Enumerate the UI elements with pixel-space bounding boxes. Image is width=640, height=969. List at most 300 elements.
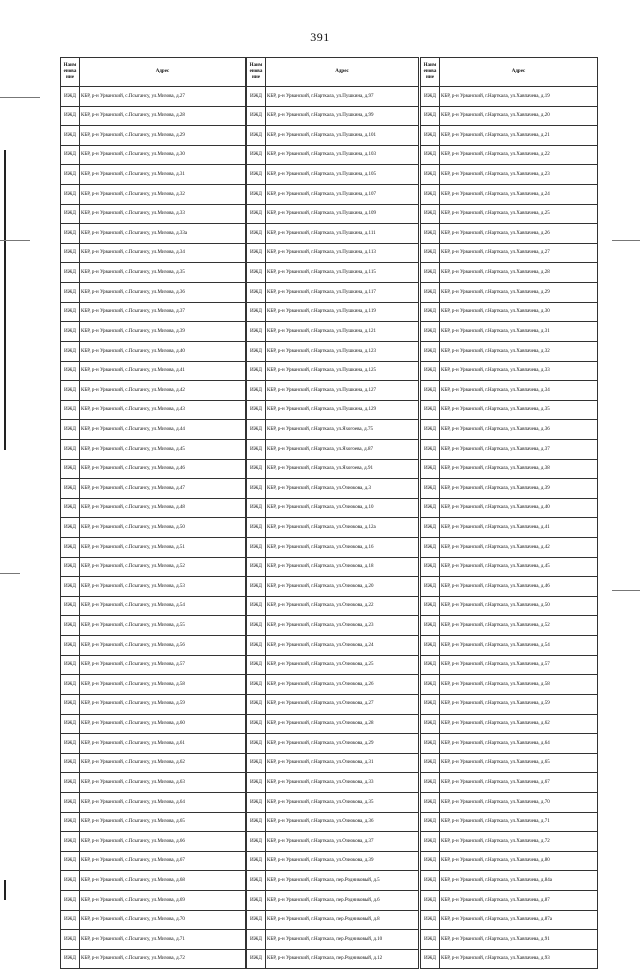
cell-address: КБР, р-н Урванский, г.Нарткала, ул.Пушкина, д.99	[266, 106, 419, 126]
cell-type: ИЖД	[247, 263, 266, 283]
cell-address: КБР, р-н Урванский, с.Псыгансу, ул.Мизова, д.59	[80, 694, 246, 714]
table-row	[421, 479, 598, 499]
cell-address: КБР, р-н Урванский, г.Нарткала, ул.Хавпачева, д.52	[440, 616, 598, 636]
table-row	[61, 655, 246, 675]
cell-type: ИЖД	[247, 910, 266, 930]
table-row	[247, 283, 419, 303]
table-middle	[246, 57, 419, 969]
table-row	[247, 479, 419, 499]
table-right-wrapper	[420, 57, 598, 969]
cell-type: ИЖД	[421, 851, 440, 871]
cell-address: КБР, р-н Урванский, г.Нарткала, ул.Озиокова, д.23	[266, 616, 419, 636]
table-left-wrapper	[60, 57, 246, 969]
cell-type: ИЖД	[421, 479, 440, 499]
table-row	[247, 204, 419, 224]
cell-address: КБР, р-н Урванский, г.Нарткала, ул.Хавпачева, д.57	[440, 655, 598, 675]
table-row	[247, 439, 419, 459]
cell-type: ИЖД	[421, 263, 440, 283]
cell-address: КБР, р-н Урванский, г.Нарткала, пер.Родниковый, д.5	[266, 871, 419, 891]
cell-type: ИЖД	[247, 636, 266, 656]
cell-type: ИЖД	[247, 753, 266, 773]
cell-type: ИЖД	[421, 655, 440, 675]
cell-address: КБР, р-н Урванский, г.Нарткала, ул.Хавпачева, д.22	[440, 145, 598, 165]
table-row	[247, 224, 419, 244]
cell-type: ИЖД	[247, 518, 266, 538]
cell-address: КБР, р-н Урванский, г.Нарткала, ул.Хавпачева, д.32	[440, 341, 598, 361]
cell-address: КБР, р-н Урванский, г.Нарткала, ул.Хавпачева, д.31	[440, 322, 598, 342]
cell-address: КБР, р-н Урванский, с.Псыгансу, ул.Мизова, д.50	[80, 518, 246, 538]
cell-address: КБР, р-н Урванский, г.Нарткала, ул.Озиокова, д.28	[266, 714, 419, 734]
cell-address: КБР, р-н Урванский, с.Псыгансу, ул.Мизова, д.32	[80, 185, 246, 205]
cell-address: КБР, р-н Урванский, с.Псыгансу, ул.Мизова, д.33а	[80, 224, 246, 244]
table-row	[247, 596, 419, 616]
cell-address: КБР, р-н Урванский, г.Нарткала, ул.Озиокова, д.22	[266, 596, 419, 616]
cell-type: ИЖД	[247, 871, 266, 891]
header-address: Адрес	[440, 58, 598, 87]
cell-type: ИЖД	[421, 871, 440, 891]
cell-address: КБР, р-н Урванский, г.Нарткала, ул.Хавпачева, д.54	[440, 636, 598, 656]
cell-address: КБР, р-н Урванский, г.Нарткала, ул.Хавпачева, д.42	[440, 538, 598, 558]
cell-type: ИЖД	[247, 949, 266, 969]
table-row	[247, 263, 419, 283]
cell-address: КБР, р-н Урванский, г.Нарткала, ул.Хавпачева, д.87	[440, 890, 598, 910]
cell-address: КБР, р-н Урванский, с.Псыгансу, ул.Мизова, д.64	[80, 792, 246, 812]
table-row	[247, 871, 419, 891]
table-row	[247, 341, 419, 361]
table-row	[421, 263, 598, 283]
cell-address: КБР, р-н Урванский, г.Нарткала, пер.Родниковый, д.12	[266, 949, 419, 969]
cell-address: КБР, р-н Урванский, с.Псыгансу, ул.Мизова, д.30	[80, 145, 246, 165]
cell-address: КБР, р-н Урванский, с.Псыгансу, ул.Мизова, д.68	[80, 871, 246, 891]
cell-type: ИЖД	[61, 773, 80, 793]
cell-type: ИЖД	[247, 675, 266, 695]
scan-mark-left-2	[0, 240, 30, 241]
table-row	[61, 498, 246, 518]
cell-type: ИЖД	[61, 577, 80, 597]
cell-type: ИЖД	[247, 557, 266, 577]
cell-type: ИЖД	[421, 145, 440, 165]
table-row	[247, 636, 419, 656]
cell-type: ИЖД	[61, 734, 80, 754]
table-row	[421, 930, 598, 950]
table-row	[247, 498, 419, 518]
cell-type: ИЖД	[61, 361, 80, 381]
cell-address: КБР, р-н Урванский, г.Нарткала, ул.Хавпачева, д.34	[440, 381, 598, 401]
table-row	[247, 126, 419, 146]
cell-address: КБР, р-н Урванский, с.Псыгансу, ул.Мизова, д.44	[80, 420, 246, 440]
cell-address: КБР, р-н Урванский, г.Нарткала, ул.Хавпачева, д.87а	[440, 910, 598, 930]
cell-type: ИЖД	[247, 165, 266, 185]
cell-address: КБР, р-н Урванский, г.Нарткала, ул.Хавпачева, д.91	[440, 930, 598, 950]
table-row	[61, 400, 246, 420]
table-middle-body	[247, 87, 419, 969]
table-row	[247, 538, 419, 558]
cell-type: ИЖД	[61, 557, 80, 577]
cell-address: КБР, р-н Урванский, с.Псыгансу, ул.Мизова, д.58	[80, 675, 246, 695]
table-row	[61, 773, 246, 793]
table-row	[421, 773, 598, 793]
table-row	[61, 734, 246, 754]
table-row	[61, 714, 246, 734]
cell-address: КБР, р-н Урванский, г.Нарткала, ул.Хавпачева, д.35	[440, 400, 598, 420]
table-row	[61, 538, 246, 558]
cell-type: ИЖД	[61, 302, 80, 322]
cell-address: КБР, р-н Урванский, с.Псыгансу, ул.Мизова, д.42	[80, 381, 246, 401]
cell-address: КБР, р-н Урванский, г.Нарткала, ул.Озиокова, д.37	[266, 832, 419, 852]
cell-type: ИЖД	[61, 145, 80, 165]
table-row	[247, 302, 419, 322]
cell-address: КБР, р-н Урванский, г.Нарткала, ул.Пушкина, д.125	[266, 361, 419, 381]
table-row	[247, 734, 419, 754]
cell-type: ИЖД	[61, 459, 80, 479]
cell-address: КБР, р-н Урванский, г.Нарткала, ул.Яхогоева, д.75	[266, 420, 419, 440]
table-row	[421, 87, 598, 107]
cell-address: КБР, р-н Урванский, г.Нарткала, ул.Пушкина, д.129	[266, 400, 419, 420]
table-row	[247, 930, 419, 950]
table-row	[247, 243, 419, 263]
cell-address: КБР, р-н Урванский, с.Псыгансу, ул.Мизова, д.37	[80, 302, 246, 322]
cell-type: ИЖД	[61, 753, 80, 773]
cell-address: КБР, р-н Урванский, г.Нарткала, ул.Хавпачева, д.40	[440, 498, 598, 518]
cell-type: ИЖД	[61, 636, 80, 656]
cell-address: КБР, р-н Урванский, г.Нарткала, ул.Пушкина, д.123	[266, 341, 419, 361]
cell-address: КБР, р-н Урванский, г.Нарткала, ул.Хавпачева, д.84а	[440, 871, 598, 891]
table-row	[421, 577, 598, 597]
cell-type: ИЖД	[247, 283, 266, 303]
scan-mark-left-3	[0, 573, 20, 574]
cell-address: КБР, р-н Урванский, с.Псыгансу, ул.Мизова, д.57	[80, 655, 246, 675]
table-row	[421, 871, 598, 891]
cell-address: КБР, р-н Урванский, г.Нарткала, ул.Пушкина, д.115	[266, 263, 419, 283]
cell-type: ИЖД	[421, 322, 440, 342]
cell-type: ИЖД	[61, 655, 80, 675]
table-row	[421, 694, 598, 714]
cell-address: КБР, р-н Урванский, с.Псыгансу, ул.Мизова, д.67	[80, 851, 246, 871]
cell-type: ИЖД	[247, 479, 266, 499]
cell-address: КБР, р-н Урванский, с.Псыгансу, ул.Мизова, д.63	[80, 773, 246, 793]
table-row	[421, 655, 598, 675]
cell-address: КБР, р-н Урванский, г.Нарткала, ул.Пушкина, д.111	[266, 224, 419, 244]
cell-address: КБР, р-н Урванский, г.Нарткала, ул.Хавпачева, д.80	[440, 851, 598, 871]
table-row	[61, 930, 246, 950]
table-row	[421, 518, 598, 538]
cell-address: КБР, р-н Урванский, с.Псыгансу, ул.Мизова, д.36	[80, 283, 246, 303]
table-middle-wrapper	[246, 57, 419, 969]
cell-type: ИЖД	[421, 243, 440, 263]
table-row	[421, 106, 598, 126]
cell-address: КБР, р-н Урванский, г.Нарткала, ул.Хавпачева, д.24	[440, 185, 598, 205]
table-row	[247, 420, 419, 440]
cell-address: КБР, р-н Урванский, г.Нарткала, ул.Хавпачева, д.37	[440, 439, 598, 459]
table-row	[61, 106, 246, 126]
table-row	[61, 126, 246, 146]
cell-type: ИЖД	[421, 832, 440, 852]
table-row	[61, 459, 246, 479]
cell-address: КБР, р-н Урванский, г.Нарткала, ул.Хавпачева, д.70	[440, 792, 598, 812]
cell-type: ИЖД	[421, 224, 440, 244]
cell-address: КБР, р-н Урванский, г.Нарткала, ул.Пушкина, д.105	[266, 165, 419, 185]
cell-address: КБР, р-н Урванский, г.Нарткала, ул.Хавпачева, д.33	[440, 361, 598, 381]
table-row	[421, 420, 598, 440]
cell-type: ИЖД	[421, 538, 440, 558]
cell-address: КБР, р-н Урванский, с.Псыгансу, ул.Мизова, д.40	[80, 341, 246, 361]
table-row	[61, 439, 246, 459]
table-row	[61, 204, 246, 224]
table-row	[421, 400, 598, 420]
cell-address: КБР, р-н Урванский, с.Псыгансу, ул.Мизова, д.70	[80, 910, 246, 930]
table-row	[421, 714, 598, 734]
cell-address: КБР, р-н Урванский, с.Псыгансу, ул.Мизова, д.55	[80, 616, 246, 636]
cell-type: ИЖД	[421, 557, 440, 577]
cell-type: ИЖД	[421, 930, 440, 950]
table-row	[61, 518, 246, 538]
cell-type: ИЖД	[61, 832, 80, 852]
table-row	[61, 243, 246, 263]
table-row	[421, 812, 598, 832]
table-row	[247, 792, 419, 812]
cell-type: ИЖД	[61, 420, 80, 440]
table-row	[421, 165, 598, 185]
cell-type: ИЖД	[247, 930, 266, 950]
cell-address: КБР, р-н Урванский, с.Псыгансу, ул.Мизова, д.33	[80, 204, 246, 224]
table-row	[421, 361, 598, 381]
table-row	[247, 459, 419, 479]
cell-address: КБР, р-н Урванский, с.Псыгансу, ул.Мизова, д.53	[80, 577, 246, 597]
cell-address: КБР, р-н Урванский, с.Псыгансу, ул.Мизова, д.54	[80, 596, 246, 616]
table-row	[247, 557, 419, 577]
cell-type: ИЖД	[61, 596, 80, 616]
table-row	[247, 694, 419, 714]
cell-address: КБР, р-н Урванский, г.Нарткала, ул.Пушкина, д.103	[266, 145, 419, 165]
table-row	[247, 949, 419, 969]
cell-type: ИЖД	[61, 400, 80, 420]
table-row	[247, 185, 419, 205]
cell-type: ИЖД	[421, 636, 440, 656]
table-row	[247, 381, 419, 401]
cell-type: ИЖД	[421, 949, 440, 969]
cell-type: ИЖД	[247, 381, 266, 401]
table-row	[421, 204, 598, 224]
table-row	[421, 498, 598, 518]
table-row	[421, 126, 598, 146]
cell-address: КБР, р-н Урванский, с.Псыгансу, ул.Мизова, д.71	[80, 930, 246, 950]
cell-type: ИЖД	[421, 596, 440, 616]
table-row	[247, 616, 419, 636]
table-row	[421, 538, 598, 558]
table-row	[421, 753, 598, 773]
cell-type: ИЖД	[61, 812, 80, 832]
cell-type: ИЖД	[61, 949, 80, 969]
cell-address: КБР, р-н Урванский, г.Нарткала, ул.Хавпачева, д.62	[440, 714, 598, 734]
table-row	[61, 577, 246, 597]
cell-type: ИЖД	[61, 126, 80, 146]
table-row	[421, 557, 598, 577]
table-row	[421, 910, 598, 930]
table-row	[247, 106, 419, 126]
table-row	[247, 145, 419, 165]
cell-type: ИЖД	[61, 792, 80, 812]
cell-address: КБР, р-н Урванский, г.Нарткала, ул.Хавпачева, д.23	[440, 165, 598, 185]
cell-address: КБР, р-н Урванский, г.Нарткала, ул.Хавпачева, д.28	[440, 263, 598, 283]
cell-address: КБР, р-н Урванский, г.Нарткала, ул.Хавпачева, д.20	[440, 106, 598, 126]
table-row	[421, 459, 598, 479]
table-left-body	[61, 87, 246, 969]
cell-type: ИЖД	[61, 341, 80, 361]
cell-type: ИЖД	[421, 381, 440, 401]
table-row	[61, 341, 246, 361]
cell-type: ИЖД	[421, 126, 440, 146]
cell-type: ИЖД	[247, 400, 266, 420]
table-row	[421, 792, 598, 812]
cell-type: ИЖД	[247, 577, 266, 597]
table-row	[421, 145, 598, 165]
cell-address: КБР, р-н Урванский, с.Псыгансу, ул.Мизова, д.29	[80, 126, 246, 146]
cell-type: ИЖД	[421, 792, 440, 812]
scan-mark-right	[612, 240, 640, 241]
table-row	[247, 675, 419, 695]
cell-address: КБР, р-н Урванский, г.Нарткала, ул.Хавпачева, д.29	[440, 283, 598, 303]
table-right	[420, 57, 598, 969]
cell-type: ИЖД	[61, 694, 80, 714]
cell-address: КБР, р-н Урванский, г.Нарткала, пер.Родниковый, д.8	[266, 910, 419, 930]
cell-address: КБР, р-н Урванский, г.Нарткала, ул.Хавпачева, д.25	[440, 204, 598, 224]
table-row	[421, 616, 598, 636]
table-row	[61, 302, 246, 322]
cell-address: КБР, р-н Урванский, с.Псыгансу, ул.Мизова, д.34	[80, 243, 246, 263]
table-row	[61, 949, 246, 969]
header-address: Адрес	[266, 58, 419, 87]
table-row	[421, 283, 598, 303]
cell-address: КБР, р-н Урванский, г.Нарткала, ул.Пушкина, д.109	[266, 204, 419, 224]
table-row	[247, 714, 419, 734]
cell-address: КБР, р-н Урванский, г.Нарткала, ул.Озиокова, д.10	[266, 498, 419, 518]
cell-address: КБР, р-н Урванский, с.Псыгансу, ул.Мизова, д.62	[80, 753, 246, 773]
cell-type: ИЖД	[247, 714, 266, 734]
cell-address: КБР, р-н Урванский, г.Нарткала, ул.Озиокова, д.12а	[266, 518, 419, 538]
cell-address: КБР, р-н Урванский, г.Нарткала, ул.Пушкина, д.113	[266, 243, 419, 263]
cell-address: КБР, р-н Урванский, г.Нарткала, ул.Хавпачева, д.41	[440, 518, 598, 538]
cell-address: КБР, р-н Урванский, с.Псыгансу, ул.Мизова, д.28	[80, 106, 246, 126]
cell-type: ИЖД	[247, 498, 266, 518]
cell-type: ИЖД	[247, 106, 266, 126]
cell-address: КБР, р-н Урванский, г.Нарткала, ул.Озиокова, д.24	[266, 636, 419, 656]
cell-type: ИЖД	[421, 361, 440, 381]
table-row	[421, 675, 598, 695]
table-row	[421, 302, 598, 322]
cell-type: ИЖД	[247, 224, 266, 244]
cell-type: ИЖД	[247, 243, 266, 263]
cell-address: КБР, р-н Урванский, г.Нарткала, ул.Озиокова, д.16	[266, 538, 419, 558]
table-right-body	[421, 87, 598, 969]
address-tables	[60, 57, 598, 962]
cell-address: КБР, р-н Урванский, г.Нарткала, ул.Пушкина, д.127	[266, 381, 419, 401]
table-row	[421, 890, 598, 910]
cell-type: ИЖД	[421, 165, 440, 185]
cell-address: КБР, р-н Урванский, с.Псыгансу, ул.Мизова, д.51	[80, 538, 246, 558]
cell-address: КБР, р-н Урванский, с.Псыгансу, ул.Мизова, д.48	[80, 498, 246, 518]
table-row	[421, 851, 598, 871]
table-header-row	[61, 58, 246, 87]
table-row	[247, 655, 419, 675]
cell-type: ИЖД	[61, 675, 80, 695]
table-row	[247, 577, 419, 597]
cell-address: КБР, р-н Урванский, с.Псыгансу, ул.Мизова, д.39	[80, 322, 246, 342]
cell-type: ИЖД	[247, 851, 266, 871]
cell-type: ИЖД	[421, 204, 440, 224]
table-row	[247, 753, 419, 773]
cell-type: ИЖД	[61, 224, 80, 244]
cell-address: КБР, р-н Урванский, г.Нарткала, ул.Хавпачева, д.58	[440, 675, 598, 695]
table-row	[421, 832, 598, 852]
table-header-row	[247, 58, 419, 87]
cell-type: ИЖД	[247, 694, 266, 714]
cell-address: КБР, р-н Урванский, г.Нарткала, ул.Хавпачева, д.64	[440, 734, 598, 754]
cell-type: ИЖД	[247, 596, 266, 616]
cell-type: ИЖД	[247, 616, 266, 636]
table-row	[421, 322, 598, 342]
table-row	[61, 832, 246, 852]
cell-address: КБР, р-н Урванский, г.Нарткала, ул.Озиокова, д.18	[266, 557, 419, 577]
cell-type: ИЖД	[247, 439, 266, 459]
cell-type: ИЖД	[61, 851, 80, 871]
cell-type: ИЖД	[421, 714, 440, 734]
table-row	[247, 910, 419, 930]
cell-type: ИЖД	[61, 243, 80, 263]
cell-type: ИЖД	[61, 439, 80, 459]
cell-address: КБР, р-н Урванский, г.Нарткала, ул.Хавпачева, д.93	[440, 949, 598, 969]
cell-type: ИЖД	[61, 890, 80, 910]
cell-type: ИЖД	[421, 302, 440, 322]
table-row	[61, 596, 246, 616]
cell-type: ИЖД	[421, 87, 440, 107]
cell-type: ИЖД	[61, 263, 80, 283]
page-number: 391	[310, 30, 330, 44]
cell-address: КБР, р-н Урванский, г.Нарткала, ул.Хавпачева, д.27	[440, 243, 598, 263]
cell-address: КБР, р-н Урванский, г.Нарткала, ул.Пушкина, д.101	[266, 126, 419, 146]
table-row	[247, 832, 419, 852]
cell-address: КБР, р-н Урванский, г.Нарткала, ул.Озиокова, д.39	[266, 851, 419, 871]
header-type: Наим енова ние	[61, 58, 80, 87]
cell-type: ИЖД	[421, 459, 440, 479]
cell-address: КБР, р-н Урванский, с.Псыгансу, ул.Мизова, д.35	[80, 263, 246, 283]
cell-address: КБР, р-н Урванский, г.Нарткала, пер.Родниковый, д.6	[266, 890, 419, 910]
cell-type: ИЖД	[421, 400, 440, 420]
table-row	[61, 675, 246, 695]
cell-type: ИЖД	[247, 87, 266, 107]
cell-type: ИЖД	[61, 87, 80, 107]
table-row	[61, 145, 246, 165]
cell-type: ИЖД	[421, 498, 440, 518]
table-row	[61, 694, 246, 714]
table-row	[61, 871, 246, 891]
table-row	[61, 890, 246, 910]
cell-type: ИЖД	[61, 538, 80, 558]
table-row	[61, 616, 246, 636]
cell-type: ИЖД	[61, 165, 80, 185]
table-row	[421, 185, 598, 205]
cell-address: КБР, р-н Урванский, г.Нарткала, ул.Хавпачева, д.39	[440, 479, 598, 499]
cell-type: ИЖД	[421, 577, 440, 597]
cell-type: ИЖД	[61, 930, 80, 950]
cell-type: ИЖД	[61, 518, 80, 538]
cell-address: КБР, р-н Урванский, с.Псыгансу, ул.Мизова, д.72	[80, 949, 246, 969]
cell-address: КБР, р-н Урванский, г.Нарткала, ул.Озиокова, д.26	[266, 675, 419, 695]
cell-address: КБР, р-н Урванский, г.Нарткала, ул.Озиокова, д.27	[266, 694, 419, 714]
table-row	[61, 283, 246, 303]
cell-address: КБР, р-н Урванский, г.Нарткала, ул.Озиокова, д.3	[266, 479, 419, 499]
cell-type: ИЖД	[247, 322, 266, 342]
cell-type: ИЖД	[61, 381, 80, 401]
